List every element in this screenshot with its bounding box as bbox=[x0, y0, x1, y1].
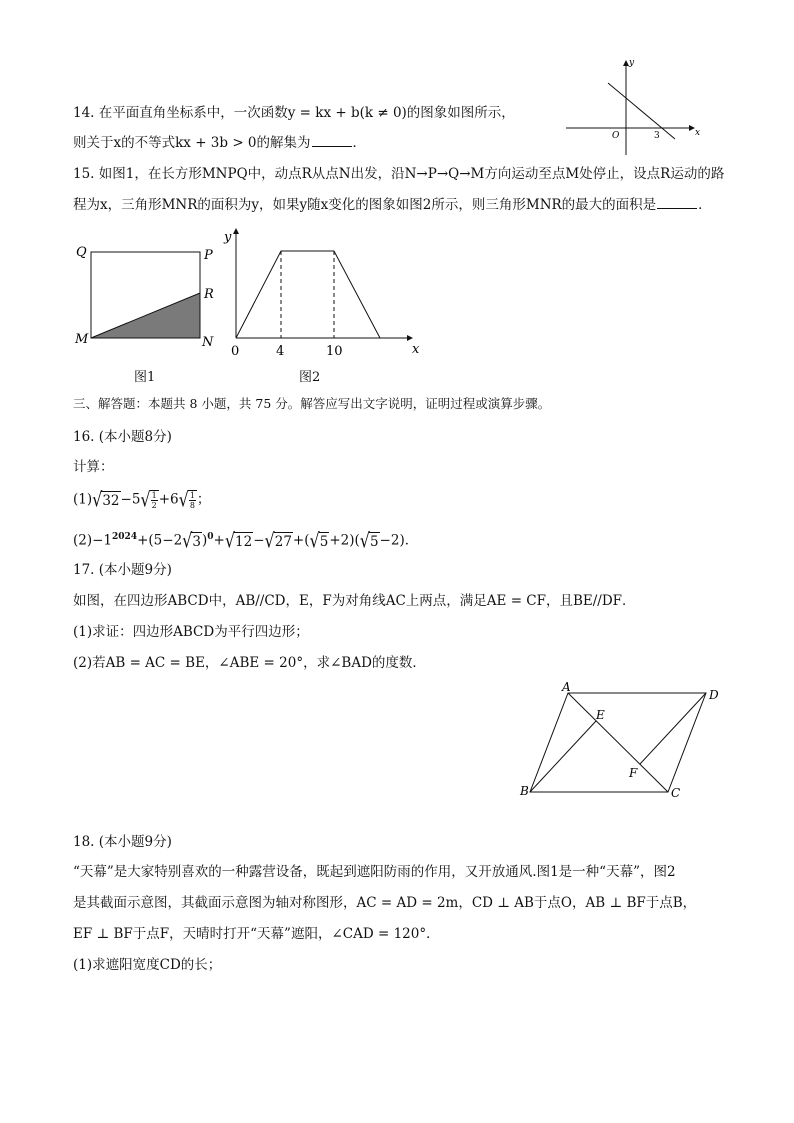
term: +(5−2 bbox=[137, 532, 183, 549]
term: −1 bbox=[92, 532, 113, 549]
q16-part2: $(2)-1^{2024}+(5-2√3)^0+√12-√27+(√5+2)(√5-2)$． bbox=[73, 528, 419, 553]
origin-label: O bbox=[612, 131, 620, 141]
q15-line1: 15. 如图1，在长方形MNPQ中，动点R从点N出发，沿N→P→Q→M方向运动至点M处停止，设点R运动的路 bbox=[73, 166, 725, 182]
label-M: M bbox=[75, 332, 89, 347]
term: ； bbox=[196, 491, 211, 508]
q17-header: 17. (本小题9分) bbox=[73, 562, 172, 578]
radicand: 5 bbox=[369, 533, 379, 550]
term: + bbox=[213, 532, 225, 549]
exponent: 2024 bbox=[112, 532, 138, 542]
tick-4: 4 bbox=[276, 344, 285, 359]
q14-line1: 14. 在平面直角坐标系中，一次函数y = kx + b(k ≠ 0)的图象如图所示， bbox=[73, 105, 515, 121]
radicand: 5 bbox=[319, 533, 329, 550]
diagonal-AC bbox=[568, 693, 668, 792]
q15-figure2-graph bbox=[222, 225, 432, 360]
tick-10: 10 bbox=[326, 344, 343, 359]
label-B: B bbox=[520, 784, 529, 798]
label-P: P bbox=[204, 248, 213, 263]
term: −2)． bbox=[379, 532, 419, 549]
q18-line1: “天幕”是大家特别喜欢的一种露营设备，既起到遮阳防雨的作用，又开放通风.图1是一种“天幕”，图2 bbox=[73, 864, 676, 880]
numerator: 1 bbox=[151, 491, 157, 500]
radicand: 27 bbox=[274, 533, 292, 550]
label-D: D bbox=[709, 688, 719, 702]
answer-blank bbox=[312, 134, 352, 147]
radicand-32: 32 bbox=[102, 492, 120, 509]
q14-linear-graph bbox=[560, 55, 710, 155]
q15-figure1-rectangle bbox=[70, 240, 230, 360]
label-C: C bbox=[671, 786, 681, 800]
segment-BE bbox=[530, 721, 596, 792]
q18-line3: EF ⊥ BF于点F，天晴时打开“天幕”遮阳，∠CAD = 120°． bbox=[73, 926, 440, 942]
label-A: A bbox=[562, 680, 571, 694]
numerator: 1 bbox=[189, 491, 195, 500]
triangle-MNR bbox=[91, 293, 200, 338]
q16-header: 16. (本小题8分) bbox=[73, 429, 172, 445]
y-axis-label: y bbox=[224, 230, 232, 245]
answer-blank bbox=[657, 196, 697, 209]
term: +6 bbox=[158, 491, 179, 508]
q18-line2: 是其截面示意图，其截面示意图为轴对称图形，AC = AD = 2m，CD ⊥ AB于点O，AB ⊥ BF于点B， bbox=[73, 895, 697, 911]
exponent: 0 bbox=[207, 532, 214, 542]
figure2-caption: 图2 bbox=[299, 370, 321, 385]
q17-parallelogram-figure bbox=[510, 675, 730, 805]
denominator: 8 bbox=[189, 501, 195, 510]
segment-DF bbox=[640, 693, 706, 764]
label-F: F bbox=[629, 766, 638, 780]
q15-line2 bbox=[73, 196, 712, 214]
tick-0: 0 bbox=[231, 344, 240, 359]
radicand: 12 bbox=[235, 533, 253, 550]
q15-line2-text: 程为x，三角形MNR的面积为y，如果y随x变化的图象如图2所示，则三角形MNR的最大的面积是 bbox=[73, 197, 657, 213]
figure1-caption: 图1 bbox=[134, 370, 156, 385]
x-axis-label: x bbox=[412, 342, 420, 357]
q14-line2-end: ． bbox=[352, 135, 367, 151]
label-R: R bbox=[204, 287, 214, 302]
part-label: (1) bbox=[73, 491, 93, 508]
q17-line1: 如图，在四边形ABCD中，AB//CD，E，F为对角线AC上两点，满足AE = CF，且BE//DF． bbox=[73, 593, 636, 609]
label-E: E bbox=[596, 708, 605, 722]
q16-prompt: 计算： bbox=[73, 459, 114, 475]
term: +2)( bbox=[329, 532, 360, 549]
q15-line2-end: ． bbox=[698, 197, 712, 213]
tick-label-3: 3 bbox=[654, 131, 660, 141]
label-Q: Q bbox=[76, 245, 87, 260]
radicand: 3 bbox=[192, 533, 201, 550]
denominator: 2 bbox=[151, 501, 157, 510]
section3-heading: 三、解答题：本题共 8 小题，共 75 分。解答应写出文字说明，证明过程或演算步骤。 bbox=[73, 396, 551, 411]
term: ) bbox=[201, 532, 208, 549]
q18-part1: (1)求遮阳宽度CD的长； bbox=[73, 957, 222, 973]
q14-line2 bbox=[73, 134, 366, 152]
label-N: N bbox=[202, 335, 214, 350]
q14-line2-text: 则关于x的不等式kx + 3b > 0的解集为 bbox=[73, 135, 311, 151]
term: +( bbox=[292, 532, 310, 549]
term: − bbox=[253, 532, 265, 549]
y-axis-label: y bbox=[629, 58, 635, 68]
term: −5 bbox=[120, 491, 141, 508]
q18-header: 18. (本小题9分) bbox=[73, 834, 172, 850]
q17-part1: (1)求证：四边形ABCD为平行四边形； bbox=[73, 624, 309, 640]
q16-part1: (1)√32−5√ $\frac{1}{2}$ +6√ $\frac{1}{8}$ ； bbox=[73, 487, 211, 512]
q17-part2: (2)若AB = AC = BE，∠ABE = 20°，求∠BAD的度数． bbox=[73, 655, 426, 671]
part-label: (2) bbox=[73, 532, 93, 549]
area-function-line bbox=[236, 251, 380, 338]
x-axis-label: x bbox=[695, 128, 701, 138]
